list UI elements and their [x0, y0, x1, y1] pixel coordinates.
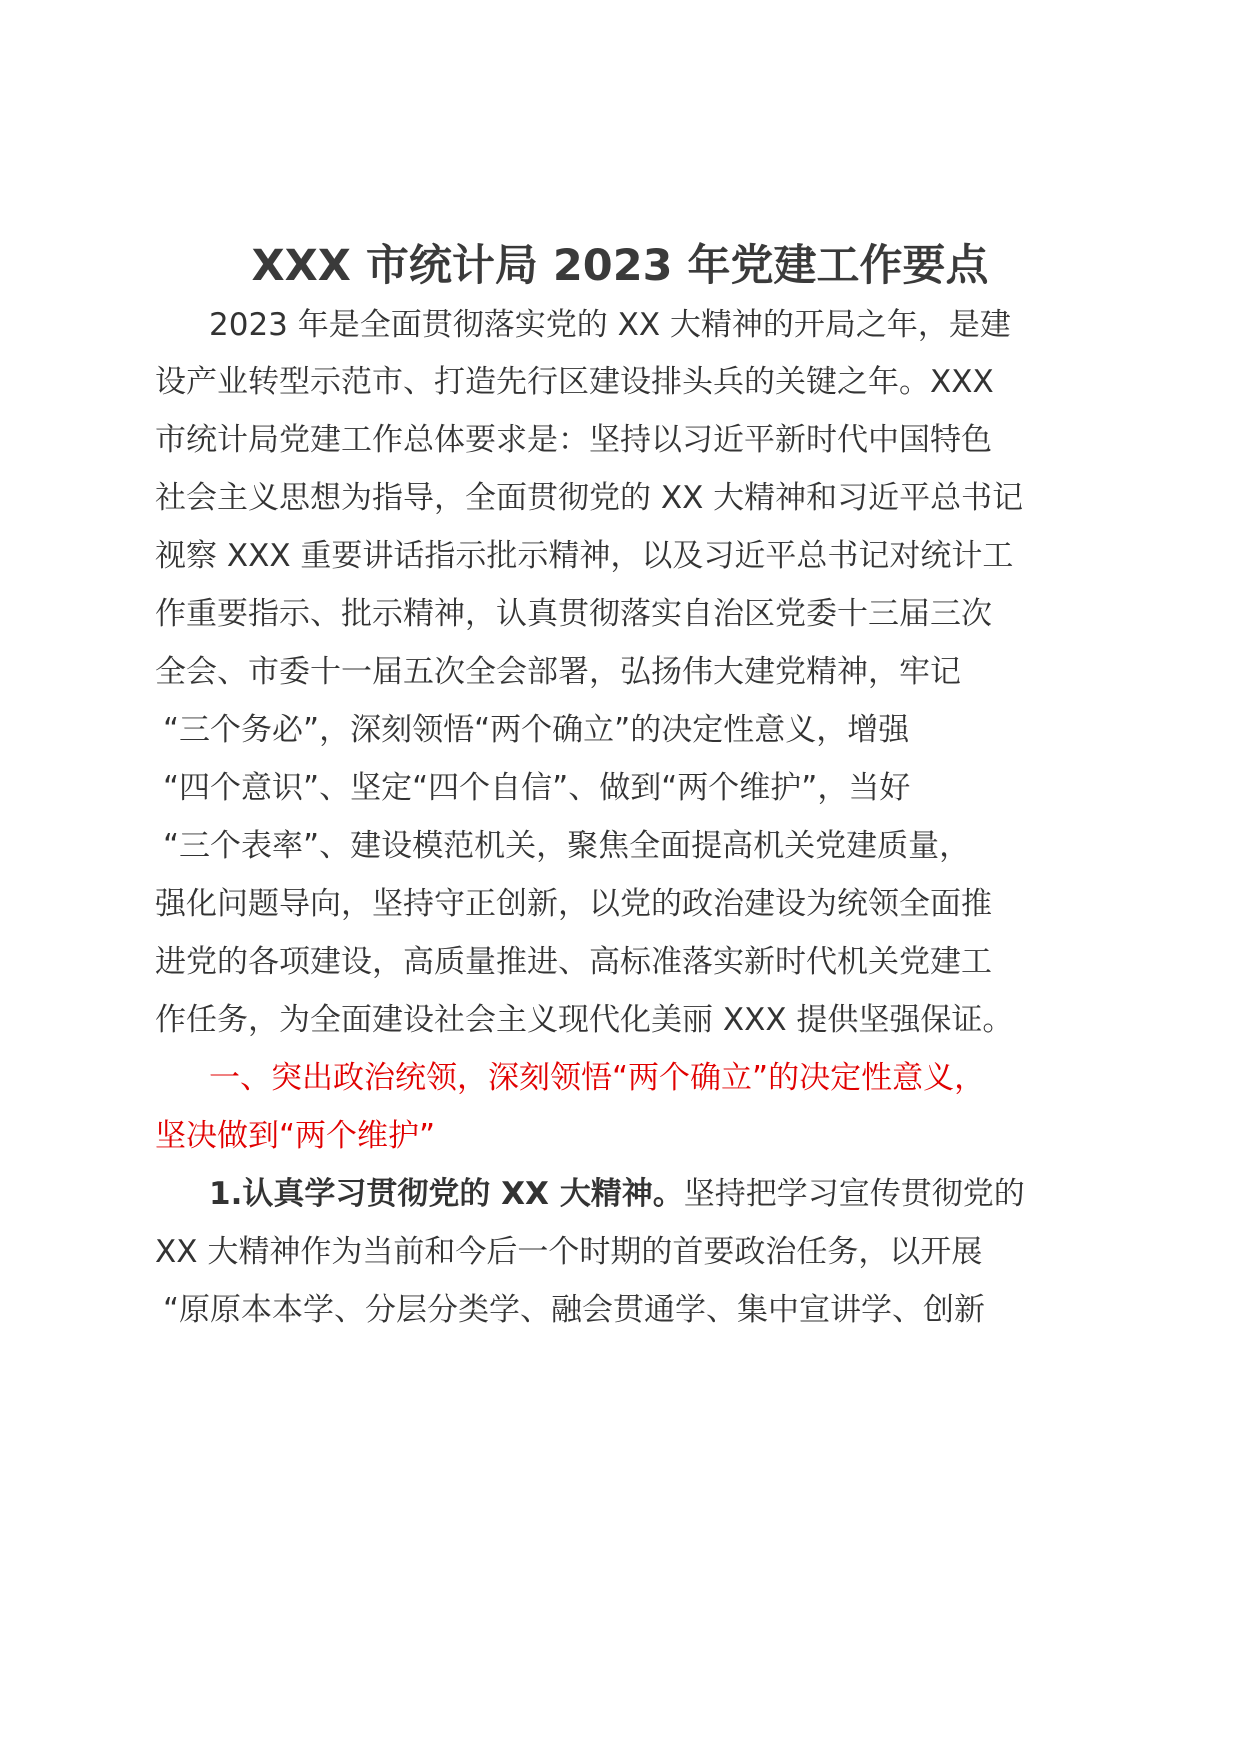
intro-line-1: 2023 年是全面贯彻落实党的 XX 大精神的开局之年，是建 — [209, 307, 1011, 343]
intro-line-3: 市统计局党建工作总体要求是：坚持以习近平新时代中国特色 — [155, 422, 992, 458]
intro-line-7: 全会、市委十一届五次全会部署，弘扬伟大建党精神，牢记 — [155, 654, 961, 690]
intro-line-12: 进党的各项建设，高质量推进、高标准落实新时代机关党建工 — [155, 944, 992, 980]
intro-line-6: 作重要指示、批示精神，认真贯彻落实自治区党委十三届三次 — [155, 596, 992, 632]
intro-line-5: 视察 XXX 重要讲话指示批示精神，以及习近平总书记对统计工 — [155, 538, 1014, 574]
section1-heading-line-2: 坚决做到“两个维护” — [155, 1118, 436, 1154]
item1-heading: 1.认真学习贯彻党的 XX 大精神。 — [209, 1176, 684, 1212]
intro-line-9: “四个意识”、坚定“四个自信”、做到“两个维护”，当好 — [163, 770, 911, 806]
intro-line-10: “三个表率”、建设模范机关，聚焦全面提高机关党建质量， — [163, 828, 971, 864]
document-title: XXX 市统计局 2023 年党建工作要点 — [251, 241, 989, 291]
section1-heading-line-1: 一、突出政治统领，深刻领悟“两个确立”的决定性意义， — [209, 1060, 986, 1096]
item1-text-start: 坚持把学习宣传贯彻党的 — [683, 1176, 1025, 1212]
intro-line-2: 设产业转型示范市、打造先行区建设排头兵的关键之年。XXX — [155, 364, 994, 400]
intro-line-11: 强化问题导向，坚持守正创新，以党的政治建设为统领全面推 — [155, 886, 992, 922]
intro-line-13: 作任务，为全面建设社会主义现代化美丽 XXX 提供坚强保证。 — [155, 1002, 1014, 1038]
item1-first-line — [209, 1174, 1025, 1214]
intro-line-4: 社会主义思想为指导，全面贯彻党的 XX 大精神和习近平总书记 — [155, 480, 1024, 516]
item1-line-3: “原原本本学、分层分类学、融会贯通学、集中宣讲学、创新 — [163, 1292, 986, 1328]
item1-line-2: XX 大精神作为当前和今后一个时期的首要政治任务，以开展 — [155, 1234, 983, 1270]
intro-line-8: “三个务必”，深刻领悟“两个确立”的决定性意义，增强 — [163, 712, 910, 748]
